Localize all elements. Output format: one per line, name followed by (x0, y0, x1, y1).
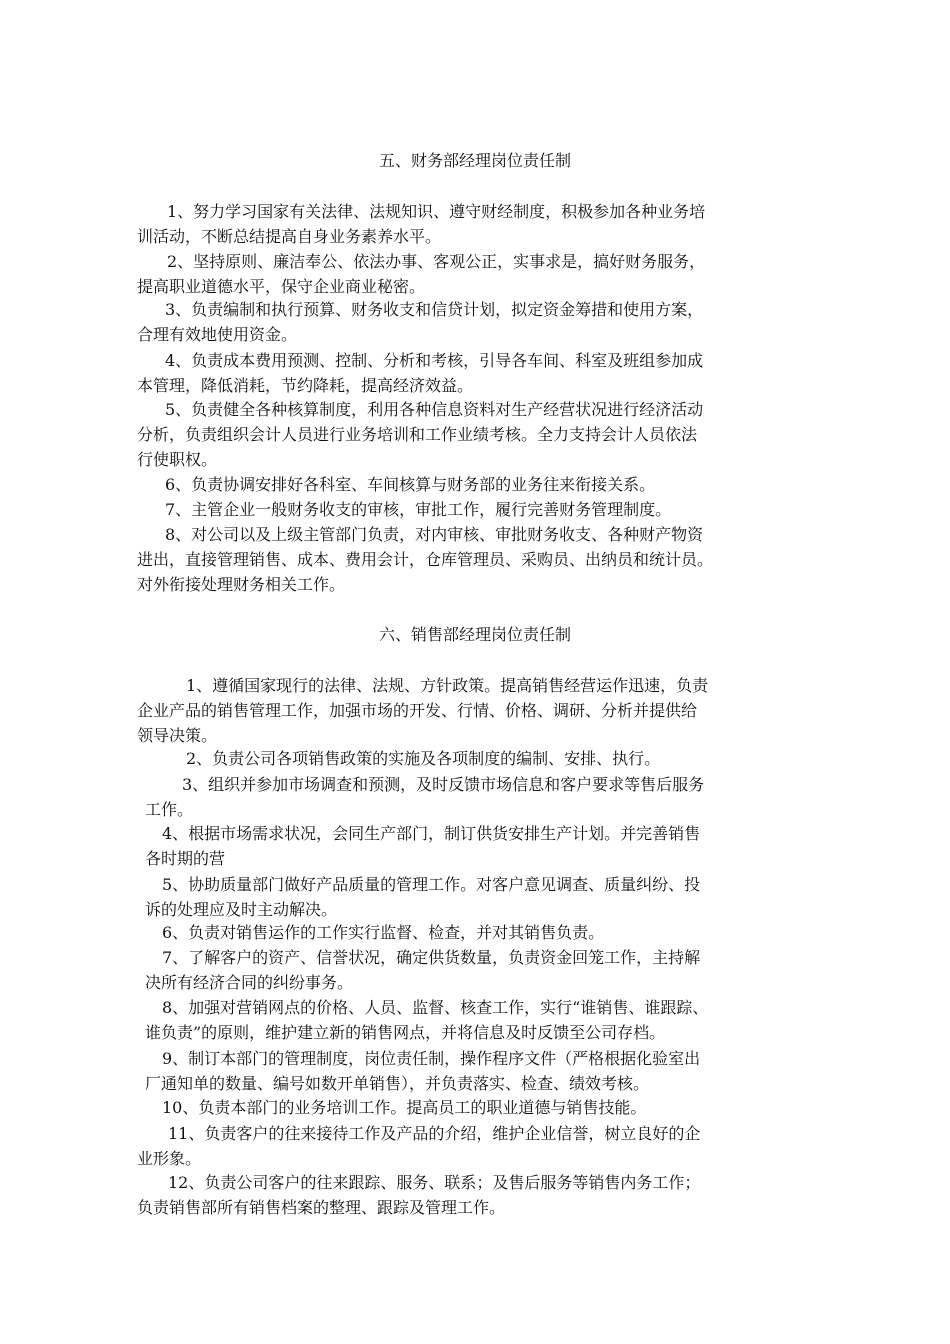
line: 8、对公司以及上级主管部门负责，对内审核、审批财务收支、各种财产物资 (165, 525, 704, 544)
sales-duty-2 (0, 746, 660, 771)
line: 合理有效地使用资金。 (137, 325, 298, 344)
finance-duty-8 (0, 522, 713, 597)
line: 进出，直接管理销售、成本、费用会计，仓库管理员、采购员、出纳员和统计员。 (137, 550, 714, 569)
sales-duty-5 (0, 872, 700, 922)
line: 领导决策。 (137, 726, 218, 745)
line: 业形象。 (137, 1149, 202, 1168)
line: 各时期的营 (145, 849, 226, 868)
sales-duty-12 (0, 1170, 700, 1220)
line: 谁负责”的原则，维护建立新的销售网点，并将信息及时反馈至公司存档。 (145, 1023, 666, 1042)
sales-duty-3 (0, 772, 704, 822)
section-title-sales: 六、销售部经理岗位责任制 (378, 625, 571, 644)
sales-duty-1 (0, 673, 708, 748)
line: 企业产品的销售管理工作，加强市场的开发、行情、价格、调研、分析并提供给 (137, 701, 698, 720)
line: 6、负责对销售运作的工作实行监督、检查，并对其销售负责。 (162, 923, 605, 942)
section-title-finance: 五、财务部经理岗位责任制 (378, 151, 571, 170)
line: 对外衔接处理财务相关工作。 (137, 575, 346, 594)
sales-duty-9 (0, 1046, 700, 1096)
line: 5、协助质量部门做好产品质量的管理工作。对客户意见调查、质量纠纷、投 (162, 875, 701, 894)
line: 4、根据市场需求状况，会同生产部门，制订供货安排生产计划。并完善销售 (162, 824, 701, 843)
line: 厂通知单的数量、编号如数开单销售），并负责落实、检查、绩效考核。 (145, 1074, 650, 1093)
line: 9、制订本部门的管理制度，岗位责任制，操作程序文件（严格根据化验室出 (162, 1049, 701, 1068)
line: 训活动，不断总结提高自身业务素养水平。 (137, 227, 442, 246)
finance-duty-6 (0, 472, 655, 497)
line: 6、负责协调安排好各科室、车间核算与财务部的业务往来衔接关系。 (165, 475, 656, 494)
line: 本管理，降低消耗，节约降耗，提高经济效益。 (137, 376, 474, 395)
line: 1、遵循国家现行的法律、法规、方针政策。提高销售经营运作迅速，负责 (186, 676, 709, 695)
line: 1、努力学习国家有关法律、法规知识、遵守财经制度，积极参加各种业务培 (167, 202, 706, 221)
line: 诉的处理应及时主动解决。 (145, 900, 338, 919)
finance-duty-3 (0, 297, 703, 347)
sales-duty-10 (0, 1095, 646, 1120)
line: 10、负责本部门的业务培训工作。提高员工的职业道德与销售技能。 (162, 1098, 647, 1117)
sales-duty-11 (0, 1121, 700, 1171)
line: 4、负责成本费用预测、控制、分析和考核，引导各车间、科室及班组参加成 (165, 351, 704, 370)
sales-duty-7 (0, 945, 700, 995)
line: 分析，负责组织会计人员进行业务培训和工作业绩考核。全力支持会计人员依法 (137, 425, 698, 444)
line: 行使职权。 (137, 450, 218, 469)
line: 5、负责健全各种核算制度，利用各种信息资料对生产经营状况进行经济活动 (165, 400, 704, 419)
sales-duty-8 (0, 995, 708, 1045)
line: 3、组织并参加市场调查和预测，及时反馈市场信息和客户要求等售后服务 (182, 775, 705, 794)
finance-duty-2 (0, 249, 705, 299)
sales-duty-4 (0, 821, 700, 871)
line: 8、加强对营销网点的价格、人员、监督、核查工作，实行“谁销售、谁跟踪、 (162, 998, 709, 1017)
line: 2、负责公司各项销售政策的实施及各项制度的编制、安排、执行。 (186, 749, 661, 768)
line: 决所有经济合同的纠纷事务。 (145, 973, 354, 992)
line: 2、坚持原则、廉洁奉公、依法办事、客观公正，实事求是，搞好财务服务， (167, 252, 706, 271)
finance-duty-7 (0, 497, 671, 522)
line: 提高职业道德水平，保守企业商业秘密。 (137, 277, 426, 296)
line: 3、负责编制和执行预算、财务收支和信贷计划，拟定资金筹措和使用方案， (165, 300, 704, 319)
finance-duty-5 (0, 397, 703, 472)
line: 12、负责公司客户的往来跟踪、服务、联系；及售后服务等销售内务工作； (168, 1173, 701, 1192)
sales-duty-6 (0, 920, 604, 945)
line: 11、负责客户的往来接待工作及产品的介绍，维护企业信誉，树立良好的企 (168, 1124, 701, 1143)
finance-duty-1 (0, 199, 705, 249)
line: 7、了解客户的资产、信誉状况，确定供货数量，负责资金回笼工作，主持解 (162, 948, 701, 967)
line: 工作。 (145, 800, 194, 819)
line: 7、主管企业一般财务收支的审核，审批工作，履行完善财务管理制度。 (165, 500, 672, 519)
finance-duty-4 (0, 348, 703, 398)
line: 负责销售部所有销售档案的整理、跟踪及管理工作。 (137, 1198, 506, 1217)
